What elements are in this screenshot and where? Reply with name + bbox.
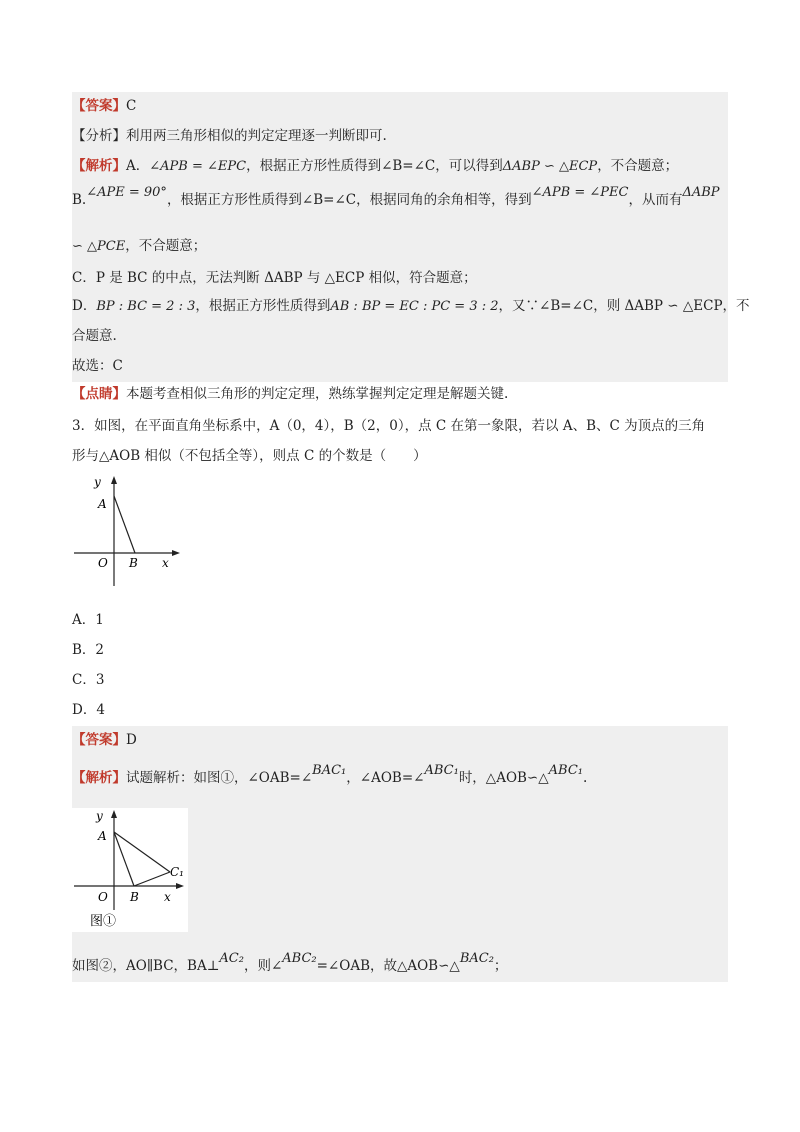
option-d-text2: ，又∵∠B=∠C，则 ΔABP ∽ △ECP，不 bbox=[498, 298, 750, 314]
solution-line-b bbox=[72, 185, 720, 211]
answer2-value: D bbox=[126, 732, 137, 748]
line2-text1: 如图②，AO∥BC，BA⊥ bbox=[72, 958, 220, 974]
figure-1-box bbox=[72, 808, 188, 932]
math-ape-90: ∠APE = 90° bbox=[86, 185, 167, 200]
option-b bbox=[72, 640, 104, 660]
line2-text3: =∠OAB，故△AOB∽△ bbox=[316, 958, 460, 974]
figure-1 bbox=[72, 808, 188, 932]
line2-text2: ，则∠ bbox=[243, 958, 283, 974]
answer-tag: 【答案】 bbox=[72, 98, 126, 114]
fig1-label-c1: C₁ bbox=[170, 865, 184, 879]
fig-label-o: O bbox=[98, 556, 108, 570]
question-text-1: 3．如图，在平面直角坐标系中，A（0，4），B（2，0），点 C 在第一象限，若以 A、B、C 为顶点的三角 bbox=[72, 418, 706, 434]
fig-label-b: B bbox=[129, 556, 138, 570]
solution2-line-2 bbox=[72, 951, 508, 977]
answer-line bbox=[72, 96, 136, 116]
sol2-text3: 时，△AOB∽△ bbox=[458, 770, 549, 786]
option-a-text1: ，根据正方形性质得到∠B=∠C，可以得到 bbox=[246, 158, 503, 174]
sol2-text2: ，∠AOB=∠ bbox=[346, 770, 425, 786]
option-b-text2: ，从而有 bbox=[628, 192, 683, 208]
math-ratio: AB : BP = EC : PC = 3 : 2 bbox=[330, 299, 499, 314]
solution-line-d bbox=[72, 296, 750, 317]
math-bac2: BAC₂ bbox=[459, 951, 494, 966]
analysis-line bbox=[72, 126, 387, 146]
math-abc1-b: ABC₁ bbox=[548, 763, 583, 778]
fig-label-x: x bbox=[162, 556, 169, 570]
comment-text: 本题考查相似三角形的判定定理，熟练掌握判定定理是解题关键. bbox=[126, 386, 509, 402]
option-d-line2: 合题意. bbox=[72, 328, 117, 344]
option-c-text: P 是 BC 的中点，无法判断 ΔABP 与 △ECP 相似，符合题意； bbox=[95, 270, 477, 286]
option-b-line2-text: ，不合题意； bbox=[125, 238, 207, 254]
fig1-label-o: O bbox=[98, 890, 108, 904]
solution2-line-1 bbox=[72, 763, 588, 789]
math-similar-abp-ecp: ΔABP ∽ △ECP bbox=[502, 159, 598, 174]
option-c-label: C．3 bbox=[72, 672, 105, 688]
math-bp-bc: BP : BC = 2 : 3 bbox=[96, 299, 196, 314]
option-c bbox=[72, 670, 104, 690]
option-b-text1: ，根据正方形性质得到∠B=∠C，根据同角的余角相等，得到 bbox=[166, 192, 532, 208]
solution-line-a bbox=[72, 156, 678, 177]
option-d-text1: ，根据正方形性质得到 bbox=[195, 298, 331, 314]
option-c-prefix: C． bbox=[72, 270, 96, 286]
option-a-text2: ，不合题意； bbox=[597, 158, 679, 174]
fig1-label-a: A bbox=[98, 829, 107, 843]
option-b-label: B．2 bbox=[72, 642, 105, 658]
solution-line-d2 bbox=[72, 326, 117, 346]
comment-line bbox=[72, 384, 508, 404]
answer-value: C bbox=[126, 98, 137, 114]
sol2-text4: . bbox=[582, 770, 588, 786]
math-bac1: BAC₁ bbox=[312, 763, 347, 778]
fig1-label-b: B bbox=[130, 890, 139, 904]
answer2-line bbox=[72, 730, 137, 750]
math-abp: ΔABP bbox=[682, 185, 720, 200]
solution-line-c bbox=[72, 268, 477, 288]
option-b-prefix: B. bbox=[72, 192, 87, 208]
choose-line bbox=[72, 356, 123, 376]
analysis-text: 利用两三角形相似的判定定理逐一判断即可. bbox=[126, 128, 387, 144]
math-apb-epc: ∠APB = ∠EPC bbox=[149, 159, 247, 174]
choose-text: 故选：C bbox=[72, 358, 123, 374]
fig1-label-y: y bbox=[96, 809, 103, 823]
solution-tag: 【解析】 bbox=[72, 158, 126, 174]
fig1-label-x: x bbox=[164, 890, 171, 904]
fig1-caption: 图① bbox=[90, 914, 117, 929]
option-d-prefix: D． bbox=[72, 298, 97, 314]
comment-tag: 【点睛】 bbox=[72, 386, 126, 402]
option-a bbox=[72, 610, 104, 630]
math-abc2: ABC₂ bbox=[282, 951, 317, 966]
question-figure bbox=[72, 474, 182, 594]
math-similar-pce: ∽ △PCE bbox=[72, 239, 126, 254]
math-apb-pec: ∠APB = ∠PEC bbox=[531, 185, 629, 200]
question-text-2: 形与△AOB 相似（不包括全等），则点 C 的个数是（ ） bbox=[72, 448, 427, 464]
question-line-2 bbox=[72, 446, 427, 466]
fig-label-a: A bbox=[98, 497, 107, 511]
sol2-text1: 试题解析：如图①，∠OAB=∠ bbox=[126, 770, 313, 786]
solution2-tag: 【解析】 bbox=[72, 770, 126, 786]
math-abc1-a: ABC₁ bbox=[424, 763, 459, 778]
option-a-prefix: A． bbox=[126, 158, 150, 174]
analysis-tag: 【分析】 bbox=[72, 128, 126, 144]
answer2-tag: 【答案】 bbox=[72, 732, 126, 748]
option-d bbox=[72, 700, 105, 720]
question-line-1 bbox=[72, 416, 705, 436]
option-d-label: D．4 bbox=[72, 702, 105, 718]
option-a-label: A．1 bbox=[72, 612, 104, 628]
solution-line-b2 bbox=[72, 236, 206, 257]
fig-label-y: y bbox=[94, 475, 101, 489]
line2-text4: ； bbox=[493, 958, 508, 974]
math-ac2: AC₂ bbox=[219, 951, 244, 966]
